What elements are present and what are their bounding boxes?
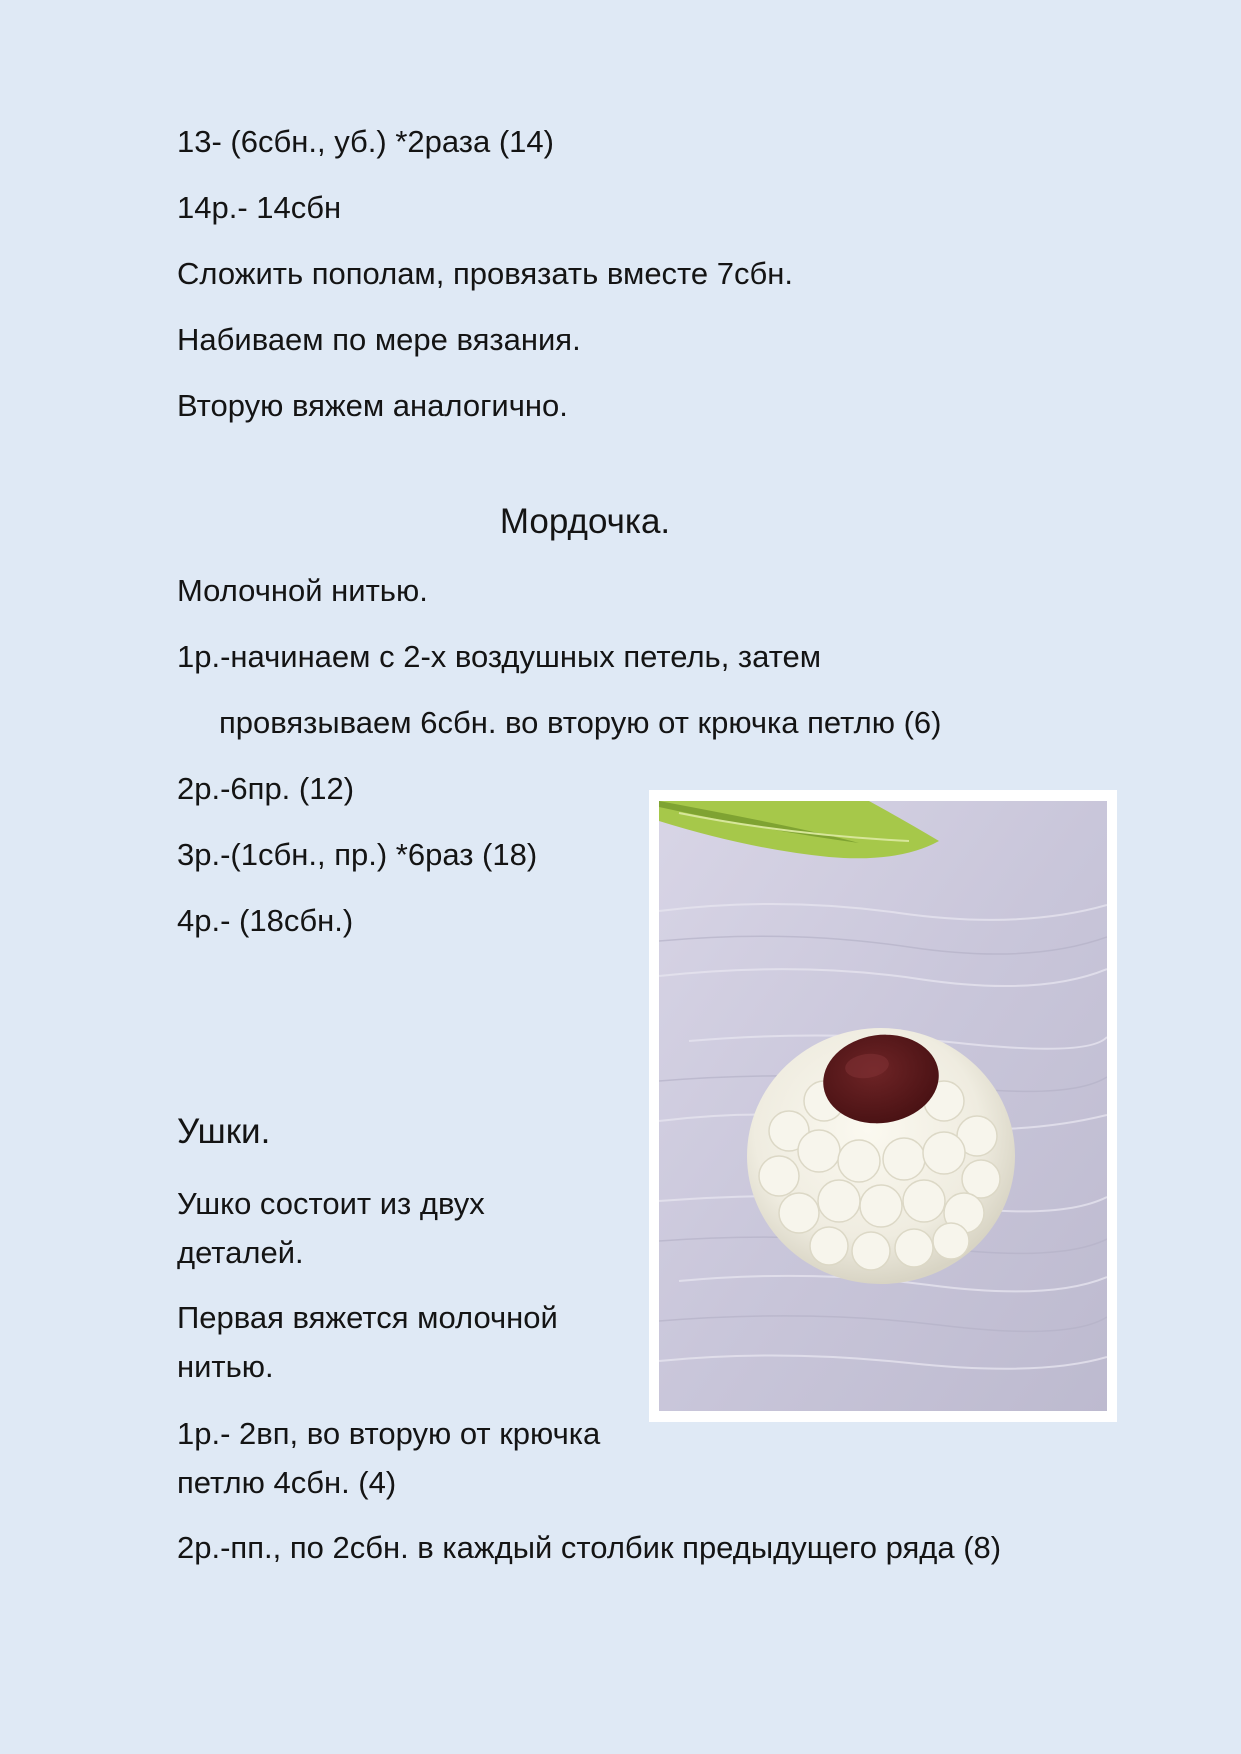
ears-row-1: 1р.- 2вп, во вторую от крючка петлю 4сбн. (4) [177, 1416, 601, 1500]
ears-parts-note: Ушко состоит из двух деталей. [177, 1186, 485, 1270]
muzzle-yarn-note: Молочной нитью. [177, 573, 428, 608]
muzzle-photo-image [659, 801, 1107, 1411]
muzzle-row-4: 4р.- (18сбн.) [177, 903, 354, 938]
text-stuffing-note: Набиваем по мере вязания. [177, 322, 581, 357]
muzzle-row-1-continued: провязываем 6сбн. во вторую от крючка петлю (6) [219, 705, 942, 740]
muzzle-row-2: 2р.-6пр. (12) [177, 771, 355, 806]
muzzle-row-3: 3р.-(1сбн., пр.) *6раз (18) [177, 837, 538, 872]
text-row-13: 13- (6сбн., уб.) *2раза (14) [177, 124, 554, 159]
muzzle-heading: Мордочка. [499, 502, 671, 541]
muzzle-row-1-start: 1р.-начинаем с 2-х воздушных петель, затем [177, 639, 822, 674]
text-row-14: 14р.- 14сбн [177, 190, 342, 225]
ears-first-part-note: Первая вяжется молочной нитью. [177, 1300, 558, 1384]
muzzle-photo [649, 790, 1117, 1422]
ears-row-2: 2р.-пп., по 2сбн. в каждый столбик предыдущего ряда (8) [177, 1530, 1002, 1565]
ears-heading: Ушки. [177, 1112, 271, 1151]
text-second-part-note: Вторую вяжем аналогично. [177, 388, 568, 423]
text-fold-instruction: Сложить пополам, провязать вместе 7сбн. [177, 256, 793, 291]
